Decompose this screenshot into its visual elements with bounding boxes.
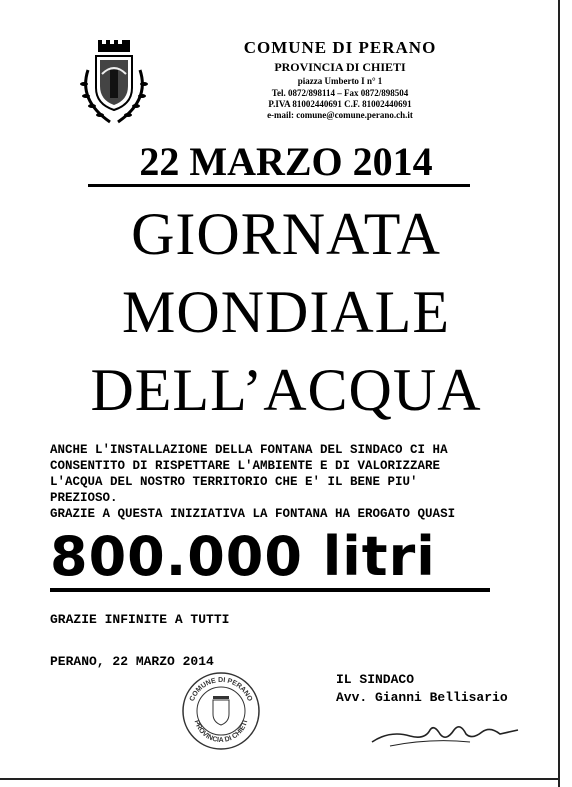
coat-of-arms-icon [74, 40, 154, 128]
body-line-1: ANCHE L'INSTALLAZIONE DELLA FONTANA DEL SINDACO CI HA [50, 443, 448, 457]
body-line-2: CONSENTITO DI RISPETTARE L'AMBIENTE E DI VALORIZZARE [50, 459, 441, 473]
headline-line-3: DELL’ACQUA [90, 357, 482, 423]
thanks-text: GRAZIE INFINITE A TUTTI [50, 612, 230, 627]
svg-text:PROVINCIA DI CHIETI: PROVINCIA DI CHIETI [192, 719, 250, 745]
official-stamp-icon [180, 670, 262, 752]
address: piazza Umberto I n° 1 [297, 76, 383, 86]
page-edge-right [558, 0, 560, 787]
svg-text:COMUNE DI PERANO: COMUNE DI PERANO [188, 676, 254, 703]
body-line-5: GRAZIE A QUESTA INIZIATIVA LA FONTANA HA EROGATO QUASI [50, 507, 456, 521]
event-date: 22 MARZO 2014 [139, 139, 433, 184]
municipality-title: COMUNE DI PERANO [243, 38, 437, 57]
liters-underline [50, 588, 490, 592]
body-line-4: PREZIOSO. [50, 491, 118, 505]
handwritten-signature-icon [370, 712, 520, 752]
phone-fax: Tel. 0872/898114 – Fax 0872/898504 [271, 88, 409, 98]
place-date: PERANO, 22 MARZO 2014 [50, 654, 214, 669]
tax-codes: P.IVA 81002440691 C.F. 81002440691 [268, 99, 412, 109]
liters-highlight: 800.000 litri [50, 525, 436, 588]
headline-line-1: GIORNATA [131, 201, 441, 267]
mayor-name: Avv. Gianni Bellisario [336, 690, 508, 705]
province-name: PROVINCIA DI CHIETI [274, 60, 406, 74]
mayor-title: IL SINDACO [336, 672, 415, 687]
page-edge-bottom [0, 778, 558, 780]
email: e-mail: comune@comune.perano.ch.it [267, 110, 413, 120]
date-underline [88, 184, 470, 187]
headline-line-2: MONDIALE [122, 279, 450, 345]
body-line-3: L'ACQUA DEL NOSTRO TERRITORIO CHE E' IL BENE PIU' [50, 475, 418, 489]
